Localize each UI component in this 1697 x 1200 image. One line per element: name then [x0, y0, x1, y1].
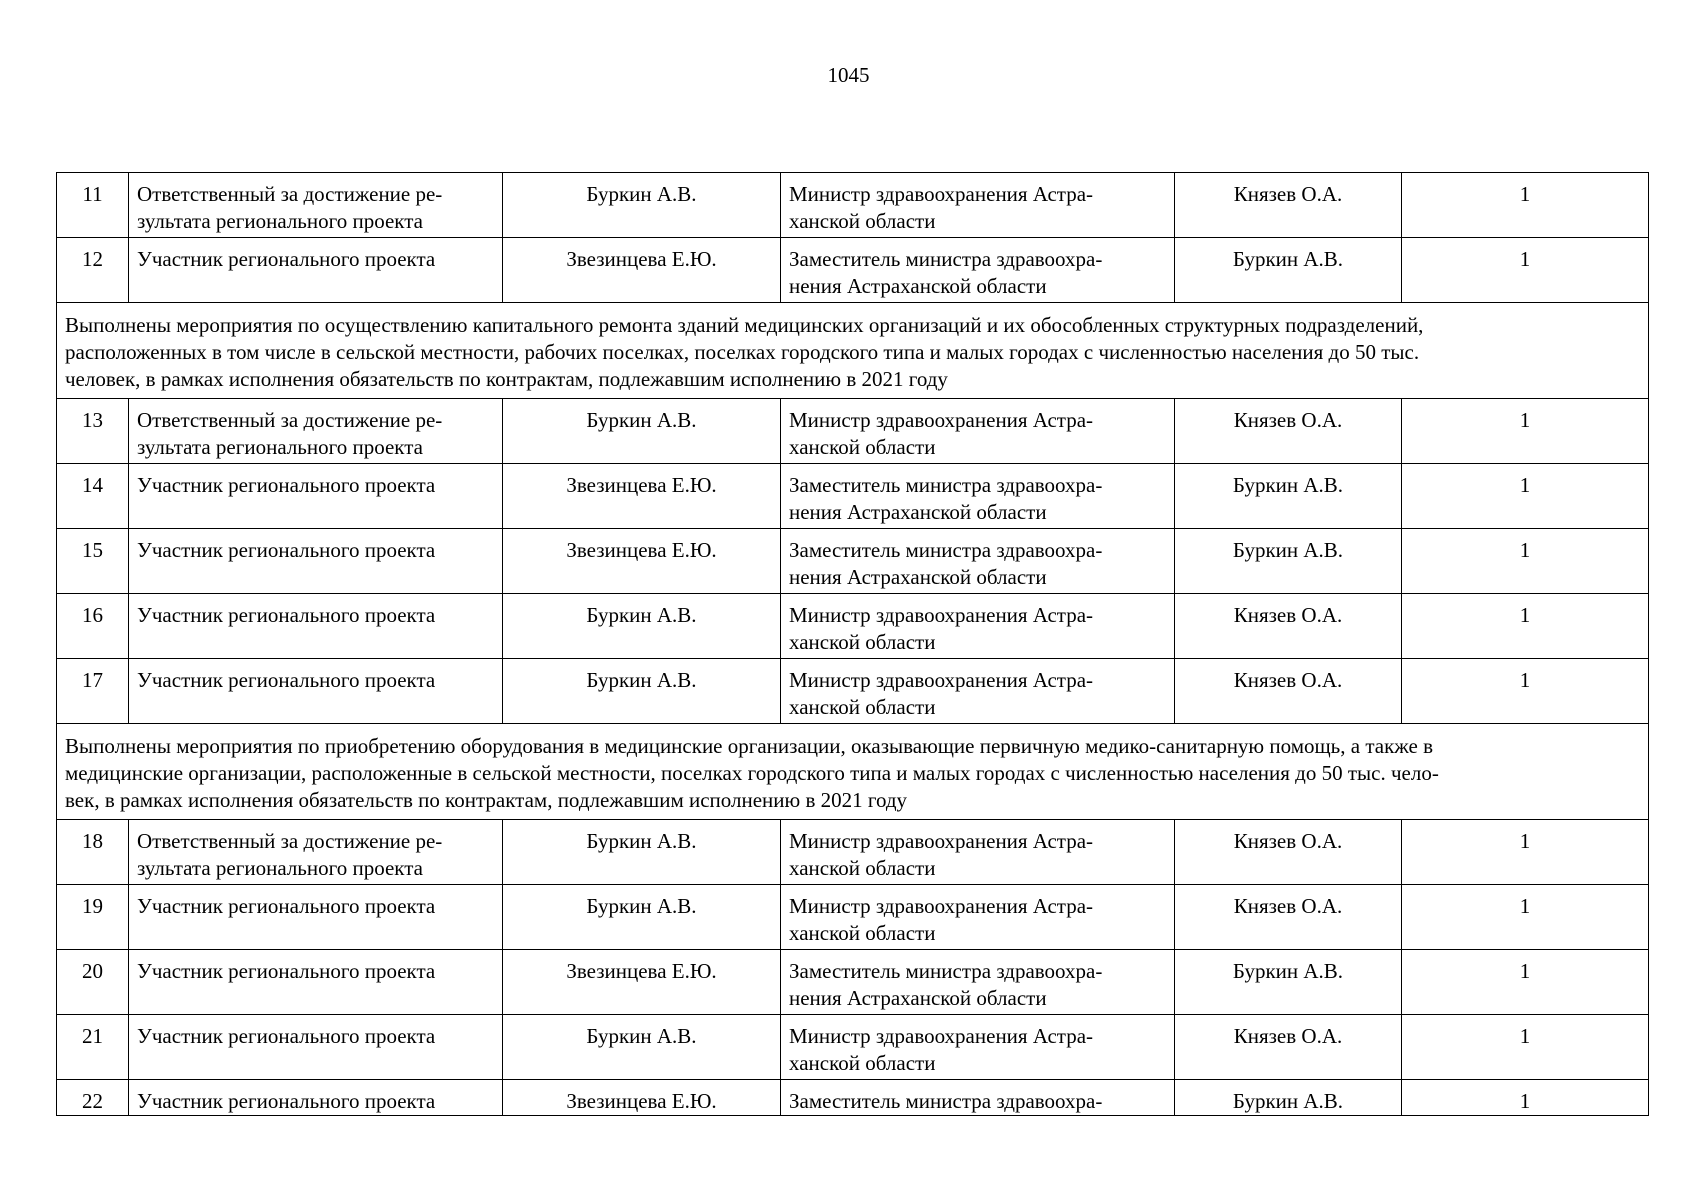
- value-cell: 1: [1402, 594, 1649, 659]
- table-row: [57, 173, 1649, 238]
- section-heading-row: [57, 724, 1649, 820]
- row-number: 15: [57, 529, 129, 594]
- section-heading: Выполнены мероприятия по приобретению оборудования в медицинские организации, оказывающие первичную медико-санитарную помощь, а также в медицинские организации, расположенные в сельской местности, поселках городского типа и малых городах с численностью населения до 50 тыс. чело- век, в рамках исполнения обязательств по контрактам, подлежавшим исполнению в 2021 году: [57, 724, 1649, 820]
- value-cell: 1: [1402, 173, 1649, 238]
- position-cell: Министр здравоохранения Астра- ханской области: [781, 173, 1175, 238]
- value-cell: 1: [1402, 399, 1649, 464]
- row-number: 20: [57, 950, 129, 1015]
- table-row: [57, 594, 1649, 659]
- position-cell: Заместитель министра здравоохра-: [781, 1080, 1175, 1116]
- person-cell: Звезинцева Е.Ю.: [503, 529, 781, 594]
- supervisor-cell: Князев О.А.: [1175, 659, 1402, 724]
- value-cell: 1: [1402, 950, 1649, 1015]
- value-cell: 1: [1402, 238, 1649, 303]
- person-cell: Буркин А.В.: [503, 594, 781, 659]
- role-cell: Участник регионального проекта: [129, 659, 503, 724]
- supervisor-cell: Буркин А.В.: [1175, 1080, 1402, 1116]
- supervisor-cell: Князев О.А.: [1175, 399, 1402, 464]
- page-number: 1045: [827, 63, 870, 87]
- row-number: 19: [57, 885, 129, 950]
- table-row: [57, 529, 1649, 594]
- table-row: [57, 464, 1649, 529]
- position-cell: Министр здравоохранения Астра- ханской области: [781, 659, 1175, 724]
- role-cell: Ответственный за достижение ре- зультата регионального проекта: [129, 820, 503, 885]
- table-row: [57, 238, 1649, 303]
- role-cell: Участник регионального проекта: [129, 464, 503, 529]
- position-cell: Министр здравоохранения Астра- ханской области: [781, 1015, 1175, 1080]
- project-roles-table: [56, 172, 1649, 1116]
- person-cell: Буркин А.В.: [503, 820, 781, 885]
- value-cell: 1: [1402, 1080, 1649, 1116]
- supervisor-cell: Князев О.А.: [1175, 820, 1402, 885]
- supervisor-cell: Князев О.А.: [1175, 594, 1402, 659]
- table-body: [57, 173, 1649, 1116]
- table-row: [57, 399, 1649, 464]
- supervisor-cell: Князев О.А.: [1175, 173, 1402, 238]
- table-row: [57, 950, 1649, 1015]
- row-number: 11: [57, 173, 129, 238]
- section-heading: Выполнены мероприятия по осуществлению капитального ремонта зданий медицинских организаций и их обособленных структурных подразделений, расположенных в том числе в сельской местности, рабочих поселках, поселках городского типа и малых городах с численностью населения до 50 тыс. человек, в рамках исполнения обязательств по контрактам, подлежавшим исполнению в 2021 году: [57, 303, 1649, 399]
- person-cell: Буркин А.В.: [503, 399, 781, 464]
- supervisor-cell: Буркин А.В.: [1175, 238, 1402, 303]
- role-cell: Участник регионального проекта: [129, 950, 503, 1015]
- table-row: [57, 1080, 1649, 1116]
- row-number: 12: [57, 238, 129, 303]
- position-cell: Заместитель министра здравоохра- нения Астраханской области: [781, 464, 1175, 529]
- row-number: 21: [57, 1015, 129, 1080]
- role-cell: Участник регионального проекта: [129, 885, 503, 950]
- section-heading-row: [57, 303, 1649, 399]
- supervisor-cell: Буркин А.В.: [1175, 950, 1402, 1015]
- value-cell: 1: [1402, 1015, 1649, 1080]
- table-row: [57, 1015, 1649, 1080]
- person-cell: Буркин А.В.: [503, 1015, 781, 1080]
- position-cell: Министр здравоохранения Астра- ханской области: [781, 885, 1175, 950]
- person-cell: Звезинцева Е.Ю.: [503, 238, 781, 303]
- role-cell: Ответственный за достижение ре- зультата регионального проекта: [129, 173, 503, 238]
- table-row: [57, 659, 1649, 724]
- row-number: 18: [57, 820, 129, 885]
- supervisor-cell: Князев О.А.: [1175, 885, 1402, 950]
- position-cell: Министр здравоохранения Астра- ханской области: [781, 594, 1175, 659]
- row-number: 13: [57, 399, 129, 464]
- role-cell: Ответственный за достижение ре- зультата регионального проекта: [129, 399, 503, 464]
- role-cell: Участник регионального проекта: [129, 1015, 503, 1080]
- supervisor-cell: Буркин А.В.: [1175, 464, 1402, 529]
- supervisor-cell: Князев О.А.: [1175, 1015, 1402, 1080]
- person-cell: Звезинцева Е.Ю.: [503, 950, 781, 1015]
- value-cell: 1: [1402, 464, 1649, 529]
- position-cell: Министр здравоохранения Астра- ханской области: [781, 820, 1175, 885]
- supervisor-cell: Буркин А.В.: [1175, 529, 1402, 594]
- person-cell: Звезинцева Е.Ю.: [503, 464, 781, 529]
- table-row: [57, 820, 1649, 885]
- person-cell: Звезинцева Е.Ю.: [503, 1080, 781, 1116]
- role-cell: Участник регионального проекта: [129, 529, 503, 594]
- position-cell: Заместитель министра здравоохра- нения Астраханской области: [781, 529, 1175, 594]
- person-cell: Буркин А.В.: [503, 173, 781, 238]
- role-cell: Участник регионального проекта: [129, 238, 503, 303]
- value-cell: 1: [1402, 820, 1649, 885]
- row-number: 16: [57, 594, 129, 659]
- row-number: 14: [57, 464, 129, 529]
- row-number: 22: [57, 1080, 129, 1116]
- value-cell: 1: [1402, 659, 1649, 724]
- position-cell: Заместитель министра здравоохра- нения Астраханской области: [781, 950, 1175, 1015]
- person-cell: Буркин А.В.: [503, 885, 781, 950]
- value-cell: 1: [1402, 529, 1649, 594]
- value-cell: 1: [1402, 885, 1649, 950]
- row-number: 17: [57, 659, 129, 724]
- role-cell: Участник регионального проекта: [129, 1080, 503, 1116]
- role-cell: Участник регионального проекта: [129, 594, 503, 659]
- position-cell: Министр здравоохранения Астра- ханской области: [781, 399, 1175, 464]
- position-cell: Заместитель министра здравоохра- нения Астраханской области: [781, 238, 1175, 303]
- person-cell: Буркин А.В.: [503, 659, 781, 724]
- table-row: [57, 885, 1649, 950]
